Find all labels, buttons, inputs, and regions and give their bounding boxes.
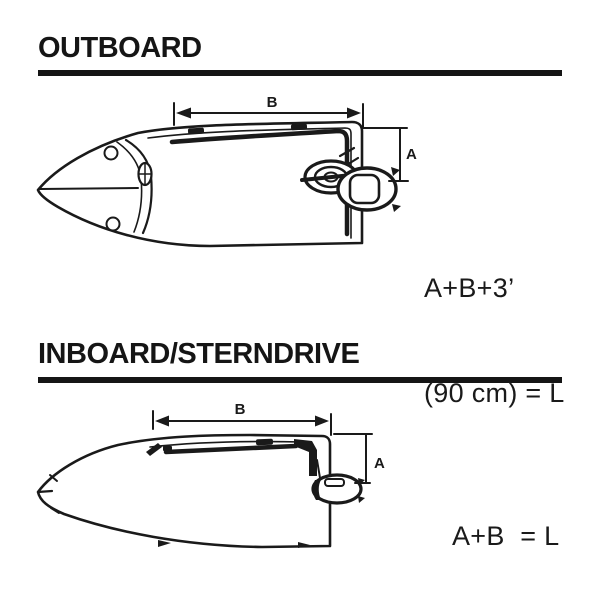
inboard-dim-b <box>153 401 331 435</box>
outboard-formula-line2: (90 cm) = L <box>424 378 565 408</box>
inboard-heading: INBOARD/STERNDRIVE <box>38 338 360 370</box>
inboard-dim-b-label: B <box>234 401 246 418</box>
outboard-heading-rule <box>38 70 562 76</box>
deck-cleat <box>188 128 204 135</box>
deck-cleat <box>256 439 273 446</box>
steering-wheel-icon <box>139 163 152 185</box>
inboard-dim-a-label: A <box>374 455 385 472</box>
outboard-dim-a-label: A <box>406 146 417 163</box>
sterndrive-unit <box>313 475 365 503</box>
deck-hatch <box>105 147 118 160</box>
bow-centerline <box>40 188 138 189</box>
outboard-diagram <box>38 94 417 246</box>
outboard-dim-b-label: B <box>266 94 278 111</box>
outboard-formula <box>424 201 565 481</box>
inboard-formula: A+B = L <box>452 521 560 551</box>
outboard-formula-line1: A+B+3’ <box>424 273 515 303</box>
outboard-heading: OUTBOARD <box>38 32 202 64</box>
deck-cleat <box>291 124 307 131</box>
inboard-diagram <box>38 401 385 548</box>
deck-hatch <box>107 218 120 231</box>
